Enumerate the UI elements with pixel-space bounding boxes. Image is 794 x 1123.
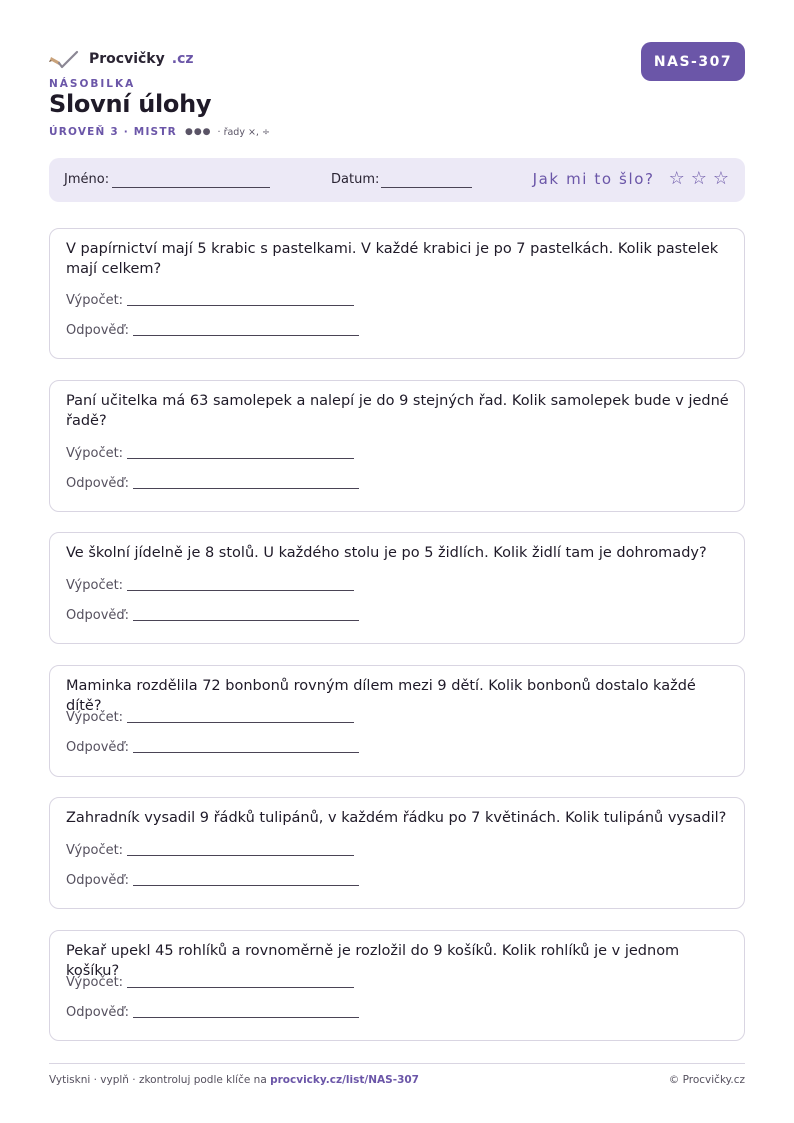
topic-tags: · řady ×, ÷ [217, 126, 270, 138]
footer-copyright: © Procvičky.cz [668, 1074, 745, 1086]
task-card [49, 797, 745, 909]
calculation-field[interactable] [127, 987, 354, 988]
task-card [49, 665, 745, 777]
answer-row [66, 1005, 359, 1020]
answer-label: Odpověď: [66, 608, 130, 623]
star-icon[interactable]: ☆ [668, 168, 685, 189]
answer-label: Odpověď: [66, 476, 130, 491]
answer-row [66, 608, 359, 623]
answer-label: Odpověď: [66, 323, 130, 338]
star-icon[interactable]: ☆ [712, 168, 729, 189]
answer-label: Odpověď: [66, 1005, 130, 1020]
brand-name: Procvičky [89, 51, 165, 67]
level-label: ÚROVEŇ 3 · MISTR [49, 126, 177, 138]
calculation-label: Výpočet: [66, 293, 124, 308]
answer-label: Odpověď: [66, 740, 130, 755]
footer-divider [49, 1063, 745, 1064]
calculation-field[interactable] [127, 458, 354, 459]
star-icon[interactable]: ☆ [690, 168, 707, 189]
page-title: Slovní úlohy [49, 90, 212, 118]
brand-tld: .cz [171, 51, 194, 67]
task-text: Pekař upekl 45 rohlíků a rovnoměrně je rozložil do 9 košíků. Kolik rohlíků je v jednom košíku? [66, 943, 680, 979]
date-field[interactable] [381, 187, 472, 188]
calculation-label: Výpočet: [66, 446, 124, 461]
worksheet-header [49, 42, 745, 142]
answer-field[interactable] [133, 1017, 359, 1018]
task-text: Ve školní jídelně je 8 stolů. U každého stolu je po 5 židlích. Kolik židlí tam je dohromady? [66, 545, 707, 561]
task-text: V papírnictví mají 5 krabic s pastelkami. V každé krabici je po 7 pastelkách. Kolik pastelek mají celkem? [66, 241, 719, 277]
name-label: Jméno: [64, 172, 110, 187]
difficulty-dots: ●●● [184, 127, 212, 137]
calculation-label: Výpočet: [66, 578, 124, 593]
task-card [49, 930, 745, 1041]
calculation-row [66, 578, 354, 593]
task-text: Zahradník vysadil 9 řádků tulipánů, v každém řádku po 7 květinách. Kolik tulipánů vysadil? [66, 810, 727, 826]
calculation-row [66, 843, 354, 858]
answer-field[interactable] [133, 885, 359, 886]
calculation-label: Výpočet: [66, 710, 124, 725]
footer-instructions [49, 1074, 419, 1086]
task-text: Paní učitelka má 63 samolepek a nalepí je do 9 stejných řad. Kolik samolepek bude v jedné řadě? [66, 393, 729, 429]
answer-field[interactable] [133, 752, 359, 753]
calculation-field[interactable] [127, 722, 354, 723]
footer-instructions-text: Vytiskni · vyplň · zkontroluj podle klíče na [49, 1074, 267, 1086]
pencil-check-icon [49, 49, 79, 69]
calculation-label: Výpočet: [66, 843, 124, 858]
calculation-label: Výpočet: [66, 975, 124, 990]
answer-key-link[interactable]: procvicky.cz/list/NAS-307 [270, 1074, 419, 1086]
calculation-row [66, 710, 354, 725]
answer-field[interactable] [133, 620, 359, 621]
task-card [49, 532, 745, 644]
answer-field[interactable] [133, 488, 359, 489]
calculation-field[interactable] [127, 305, 354, 306]
answer-row [66, 873, 359, 888]
brand-logo [49, 48, 194, 70]
rating-label: Jak mi to šlo? [532, 170, 655, 188]
level-info [49, 126, 270, 138]
calculation-field[interactable] [127, 855, 354, 856]
calculation-row [66, 446, 354, 461]
calculation-row [66, 975, 354, 990]
date-label: Datum: [331, 172, 380, 187]
answer-label: Odpověď: [66, 873, 130, 888]
answer-row [66, 476, 359, 491]
student-info-bar [49, 158, 745, 202]
answer-field[interactable] [133, 335, 359, 336]
worksheet-category: NÁSOBILKA [49, 78, 136, 90]
name-field[interactable] [112, 187, 270, 188]
calculation-field[interactable] [127, 590, 354, 591]
calculation-row [66, 293, 354, 308]
answer-row [66, 740, 359, 755]
task-text: Maminka rozdělila 72 bonbonů rovným dílem mezi 9 dětí. Kolik bonbonů dostalo každé dítě? [66, 678, 696, 714]
task-card [49, 380, 745, 512]
task-card [49, 228, 745, 359]
self-rating [533, 169, 729, 189]
answer-row [66, 323, 359, 338]
worksheet-code-badge: NAS-307 [641, 42, 745, 81]
